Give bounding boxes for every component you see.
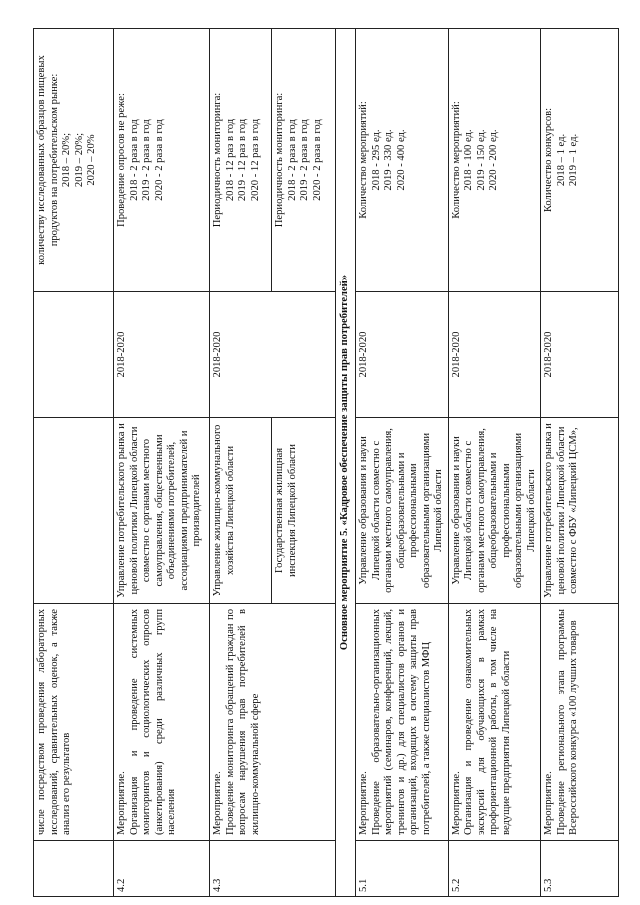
activity-cell: Мероприятие. Проведение регионального этапа программы Всероссийского конкурса «100 лучших товаров <box>541 604 619 841</box>
row-number: 5.2 <box>448 841 541 897</box>
term-cell: 2018-2020 <box>210 292 336 418</box>
indicator-cell: Количество мероприятий: 2018 - 295 ед. 2019 - 330 ед. 2020 - 400 ед. <box>356 29 449 292</box>
indicator-cell: Проведение опросов не реже: 2018 - 2 раза в год 2019 - 2 раза в год 2020 - 2 раза в год <box>114 29 210 292</box>
indicator-cell: Периодичность мониторинга: 2018 - 12 раз в год 2019 - 12 раз в год 2020 - 12 раз в год <box>210 29 272 292</box>
indicator-cell: Периодичность мониторинга: 2018 - 2 раза в год 2019 - 2 раза в год 2020 - 2 раза в год <box>272 29 336 292</box>
activity-cell: Мероприятие. Проведение мониторинга обращений граждан по вопросам нарушения прав потребителей в жилищно-коммунальной сфере <box>210 604 336 841</box>
table-row <box>34 29 114 897</box>
indicator-cell: Количество мероприятий: 2018 - 100 ед. 2019 - 150 ед. 2020 - 200 ед. <box>448 29 541 292</box>
executor-cell: Управление потребительского рынка и ценовой политики Липецкой области совместно с ФБУ «Липецкий ЦСМ», <box>541 418 619 604</box>
section-title: Основное мероприятие 5. «Кадровое обеспечение защиты прав потребителей» <box>336 29 356 897</box>
term-cell: 2018-2020 <box>114 292 210 418</box>
indicator-cell: количеству исследованных образцов пищевых продуктов на потребительском рынке: 2018 – 20%; 2019 – 20%; 2020 – 20% <box>34 29 114 292</box>
term-cell: 2018-2020 <box>356 292 449 418</box>
row-number: 5.3 <box>541 841 619 897</box>
executor-cell: Управление образования и науки Липецкой области совместно с органами местного самоуправления, общеобразовательными и профессиональными образовательными организациями Липецкой области <box>356 418 449 604</box>
term-cell: 2018-2020 <box>448 292 541 418</box>
activity-cell: Мероприятие. Организация и проведение системных мониторингов и социологических опросов (анкетирования) среди различных групп населения <box>114 604 210 841</box>
row-number: 4.2 <box>114 841 210 897</box>
executor-cell: Управление образования и науки Липецкой области совместно с органами местного самоуправления, общеобразовательными и профессиональными образовательными организациями Липецкой области <box>448 418 541 604</box>
table-row <box>448 29 541 897</box>
term-cell <box>34 292 114 418</box>
section-header-row <box>336 29 356 897</box>
table-row <box>541 29 619 897</box>
executor-cell: Государственная жилищная инспекция Липецкой области <box>272 418 336 604</box>
executor-cell: Управление потребительского рынка и ценовой политики Липецкой области совместно с органами местного самоуправления, общественными объединениями потребителей, ассоциациями предпринимателей и производителей <box>114 418 210 604</box>
table-row <box>356 29 449 897</box>
term-cell: 2018-2020 <box>541 292 619 418</box>
row-number <box>34 841 114 897</box>
indicator-cell: Количество конкурсов: 2018 – 1 ед. 2019 – 1 ед. <box>541 29 619 292</box>
table-row <box>114 29 210 897</box>
table-row <box>210 29 272 897</box>
activity-cell: Мероприятие. Организация и проведение ознакомительных экскурсий для обучающихся в рамках профориентационной работы, в том числе на ведущие предприятия Липецкой области <box>448 604 541 841</box>
executor-cell: Управление жилищно-коммунального хозяйства Липецкой области <box>210 418 272 604</box>
program-activities-table <box>33 28 619 897</box>
executor-cell <box>34 418 114 604</box>
row-number: 4.3 <box>210 841 336 897</box>
row-number: 5.1 <box>356 841 449 897</box>
activity-cell: Мероприятие. Проведение образовательно-организационных мероприятий (семинаров, конференций, лекций, тренингов и др.) для специалистов органов и организаций, входящих в систему защиты прав потребителей, а также специалистов МФЦ <box>356 604 449 841</box>
activity-cell: числе посредством проведения лабораторных исследований, сравнительных оценок, а также анализ его результатов <box>34 604 114 841</box>
